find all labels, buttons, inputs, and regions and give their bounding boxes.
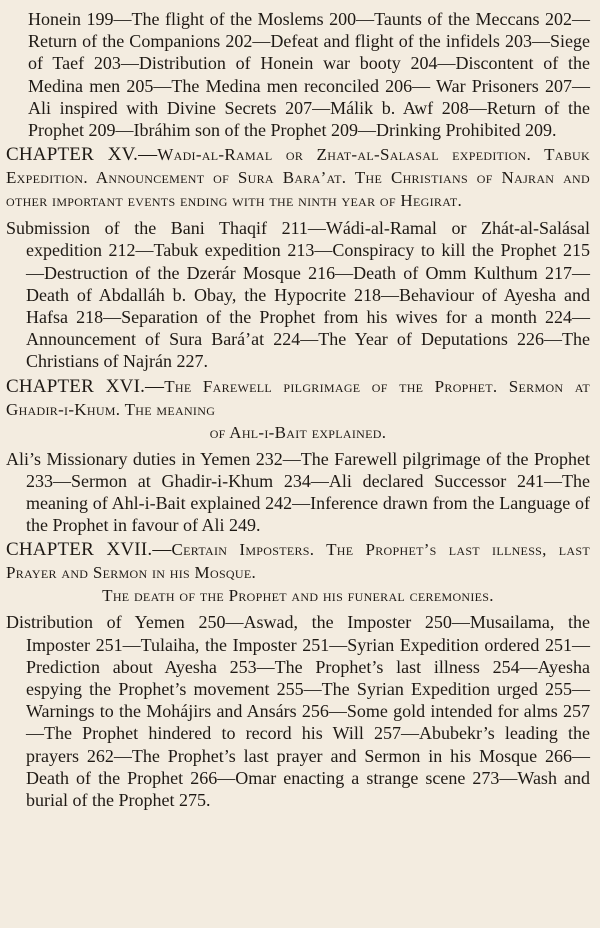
chapter-number: CHAPTER XVI.—	[6, 375, 165, 397]
chapter-number: CHAPTER XVII.—	[6, 539, 172, 561]
chapter-summary-xvi: Ali’s Missionary duties in Yemen 232—The Farewell pilgrimage of the Prophet 233—Sermon at Ghadir-i-Khum 234—Ali declared Successor 241—The meaning of Ahl-i-Bait explained 242—Inference drawn from the Language of the Prophet in favour of Ali 249.	[6, 448, 590, 536]
chapter-summary-xvii: Distribution of Yemen 250—Aswad, the Imposter 250—Musailama, the Imposter 251—Tulaiha, the Imposter 251—Syrian Expedition ordered 251—Prediction about Ayesha 253—The Prophet’s last illness 254—Ayesha espying the Prophet’s movement 255—The Syrian Expedition urged 255—Warnings to the Mohájirs and Ansárs 256—Some gold intended for alms 257—The Prophet hindered to record his Will 257—Abubekr’s leading the prayers 262—The Prophet’s last prayer and Sermon in his Mosque 266—Death of the Prophet 266—Omar enacting a strange scene 273—Wash and burial of the Prophet 275.	[6, 612, 590, 811]
chapter-title: The Farewell pilgrimage of the Prophet. Sermon at Ghadir-i-Khum. The meaning	[6, 376, 590, 419]
chapter-summary-xiv: Honein 199—The flight of the Moslems 200—Taunts of the Meccans 202—Return of the Companions 202—Defeat and flight of the infidels 203—Siege of Taef 203—Distribution of Honein war booty 204—Discontent of the Medina men 205—The Medina men reconciled 206— War Prisoners 207—Ali inspired with Divine Secrets 207—Málik b. Awf 208—Return of the Prophet 209—Ibráhim son of the Prophet 209—Drinking Prohibited 209.	[28, 9, 590, 141]
chapter-title: Wadi-al-Ramal or Zhat-al-Salasal expedition. Tabuk Expedition. Announcement of Sura Bara’at. The Christians of Najran and other important events ending with the ninth year of Hegirat.	[6, 145, 590, 211]
chapter-title-continued: of Ahl-i-Bait explained.	[209, 422, 387, 442]
chapter-title: Certain Imposters. The Prophet’s last illness, last Prayer and Sermon in his Mosque.	[6, 540, 590, 583]
chapter-title-continued: The death of the Prophet and his funeral ceremonies.	[102, 586, 494, 606]
chapter-heading-xv	[6, 144, 590, 213]
chapter-heading-xvi	[6, 376, 590, 444]
chapter-heading-xvii	[6, 539, 590, 607]
chapter-summary-xv: Submission of the Bani Thaqif 211—Wádi-al-Ramal or Zhát-al-Salásal expedition 212—Tabuk expedition 213—Conspiracy to kill the Prophet 215—Destruction of the Dzerár Mosque 216—Death of Omm Kulthum 217— Death of Abdalláh b. Obay, the Hypocrite 218—Behaviour of Ayesha and Hafsa 218—Separation of the Prophet from his wives for a month 224—Announcement of Sura Bará’at 224—The Year of Deputations 226—The Christians of Najrán 227.	[6, 218, 590, 372]
chapter-number: CHAPTER XV.—	[6, 144, 158, 166]
